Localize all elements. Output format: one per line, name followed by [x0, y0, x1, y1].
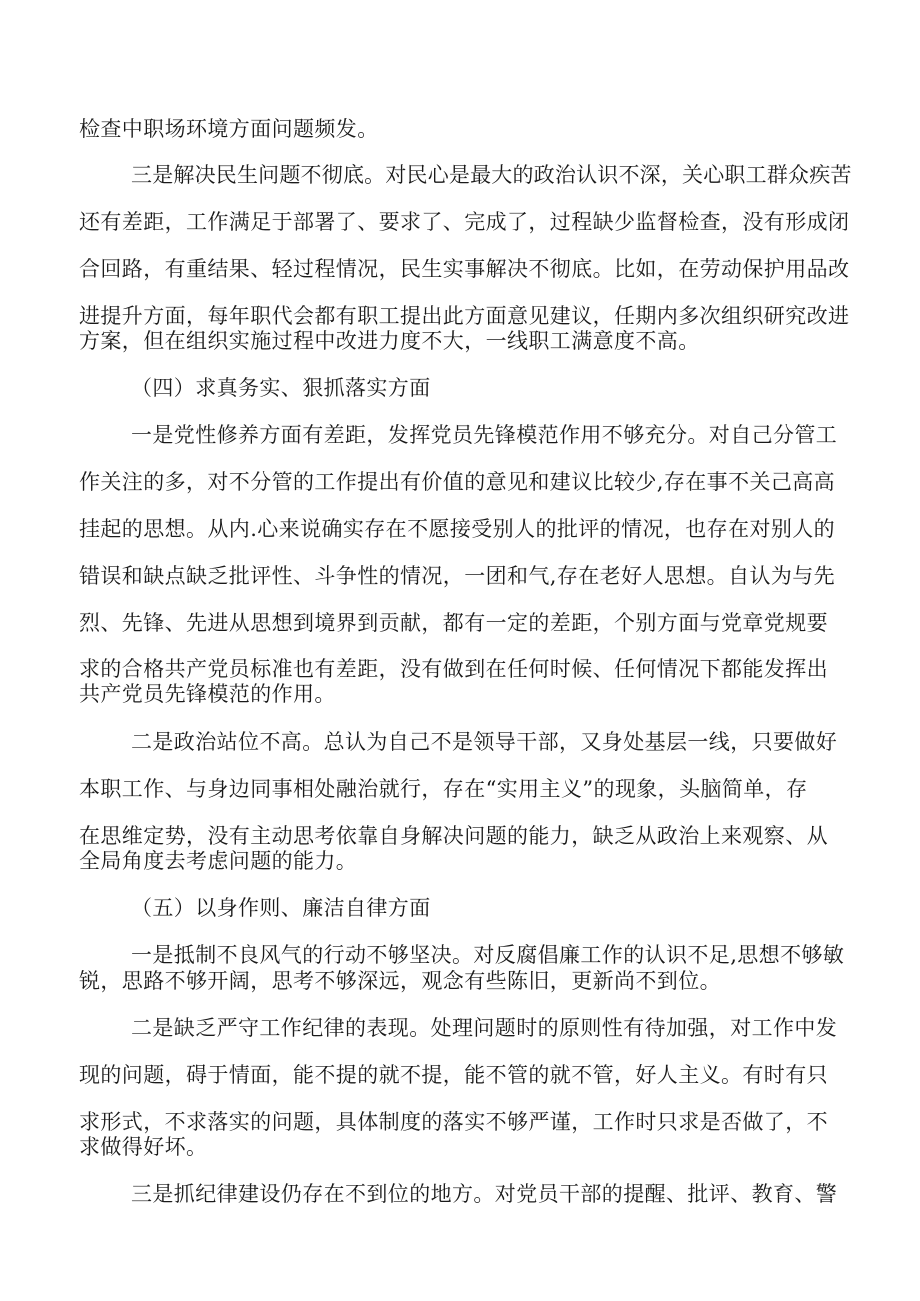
text-line: 方案，但在组织实施过程中改进力度不大，一线职工满意度不高。 — [79, 329, 700, 353]
text-line: 还有差距，工作满足于部署了、要求了、完成了，过程缺少监督检查，没有形成闭 — [79, 210, 850, 234]
paragraph-start-line: 三是抓纪律建设仍存在不到位的地方。对党员干部的提醒、批评、教育、警 — [131, 1182, 838, 1206]
text-line: 锐，思路不够开阔，思考不够深远，观念有些陈旧，更新尚不到位。 — [79, 969, 721, 993]
text-line: 错误和缺点缺乏批评性、斗争性的情况，一团和气,存在老好人思想。自认为与先 — [79, 564, 836, 588]
text-line: 现的问题，碍于情面，能不提的就不提，能不管的就不管，好人主义。有时有只 — [79, 1063, 828, 1087]
text-line: 在思维定势，没有主动思考依靠自身解决问题的能力，缺乏从政治上来观察、从 — [79, 824, 828, 848]
paragraph-start-line: 一是党性修养方面有差距，发挥党员先锋模范作用不够充分。对自己分管工 — [131, 423, 838, 447]
text-line: 求的合格共产党员标准也有差距，没有做到在任何时候、任何情况下都能发挥出 — [79, 657, 828, 681]
text-line: 本职工作、与身边同事相处融治就行，存在“实用主义”的现象，头脑简单，存 — [79, 777, 808, 801]
paragraph-start-line: 二是缺乏严守工作纪律的表现。处理问题时的原则性有待加强，对工作中发 — [131, 1016, 838, 1040]
text-line: 烈、先锋、先进从思想到境界到贡献，都有一定的差距，个别方面与党章党规要 — [79, 611, 828, 635]
text-line: 求形式，不求落实的问题，具体制度的落实不够严谨，工作时只求是否做了，不 — [79, 1110, 828, 1134]
paragraph-start-line: 三是解决民生问题不彻底。对民心是最大的政治认识不深，关心职工群众疾苦 — [131, 163, 852, 187]
text-line: 全局角度去考虑问题的能力。 — [79, 849, 358, 873]
paragraph-start-line: 二是政治站位不高。总认为自己不是领导干部，又身处基层一线，只要做好 — [131, 730, 838, 754]
paragraph-start-line: 一是抵制不良风气的行动不够坚决。对反腐倡廉工作的认识不足,思想不够敏 — [131, 943, 845, 967]
text-line: 检查中职场环境方面问题频发。 — [79, 117, 379, 141]
text-line: 作关注的多，对不分管的工作提出有价值的意见和建议比较少,存在事不关己高高 — [79, 470, 836, 494]
section-heading-4: （四）求真务实、狠抓落实方面 — [131, 376, 431, 400]
section-heading-5: （五）以身作则、廉洁自律方面 — [131, 896, 431, 920]
text-line: 共产党员先锋模范的作用。 — [79, 682, 336, 706]
text-line: 合回路，有重结果、轻过程情况，民生实事解决不彻底。比如，在劳动保护用品改 — [79, 257, 850, 281]
text-line: 进提升方面，每年职代会都有职工提出此方面意见建议，任期内多次组织研究改进 — [79, 304, 850, 328]
text-line: 求做得好坏。 — [79, 1135, 208, 1159]
text-line: 挂起的思想。从内.心来说确实存在不愿接受别人的批评的情况，也存在对别人的 — [79, 517, 836, 541]
